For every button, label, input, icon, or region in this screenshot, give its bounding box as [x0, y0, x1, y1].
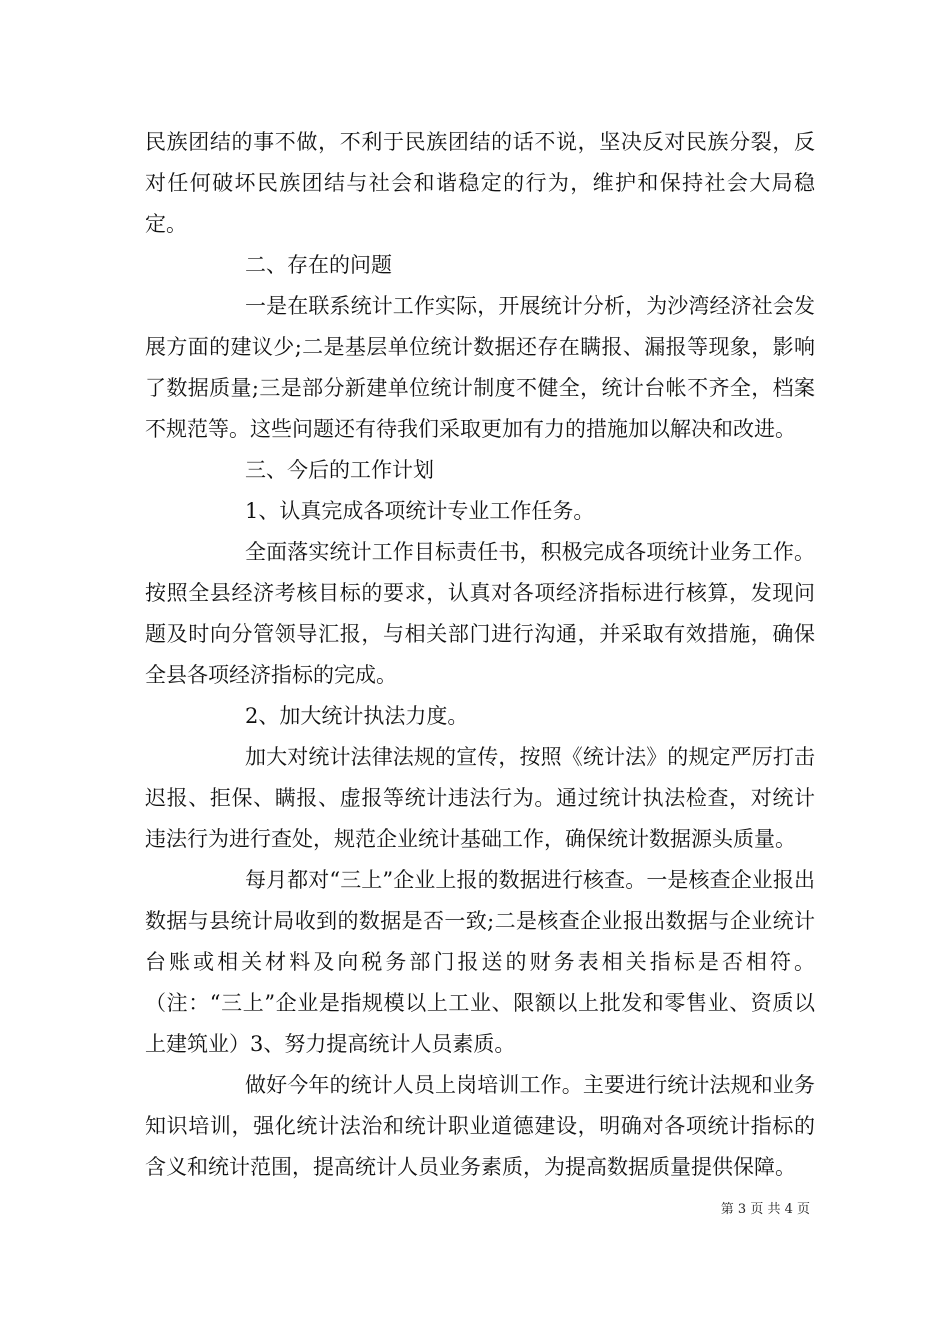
subheading-tasks: 1、认真完成各项统计专业工作任务。 — [245, 499, 595, 523]
paragraph-verification: 每月都对“三上”企业上报的数据进行核查。一是核查企业报出数据与县统计局收到的数据是否一致;二是核查企业报出数据与企业统计台账或相关材料及向税务部门报送的财务表相关指标是否相符。（注：“三上”企业是指规模以上工业、限额以上批发和零售业、资质以上建筑业）3、努力提高统计人员素质。 — [145, 868, 815, 1056]
section-heading-plan: 三、今后的工作计划 — [245, 458, 434, 482]
section-heading-problems: 二、存在的问题 — [245, 253, 392, 277]
paragraph-training: 做好今年的统计人员上岗培训工作。主要进行统计法规和业务知识培训，强化统计法治和统计职业道德建设，明确对各项统计指标的含义和统计范围，提高统计人员业务素质，为提高数据质量提供保障。 — [145, 1073, 815, 1179]
page-number-footer: 第 3 页 共 4 页 — [720, 1202, 810, 1217]
subheading-enforcement: 2、加大统计执法力度。 — [245, 704, 469, 728]
paragraph-problems: 一是在联系统计工作实际，开展统计分析，为沙湾经济社会发展方面的建议少;二是基层单位统计数据还存在瞒报、漏报等现象，影响了数据质量;三是部分新建单位统计制度不健全，统计台帐不齐全，档案不规范等。这些问题还有待我们采取更加有力的措施加以解决和改进。 — [145, 294, 815, 441]
paragraph-enforcement: 加大对统计法律法规的宣传，按照《统计法》的规定严厉打击迟报、拒保、瞒报、虚报等统计违法行为。通过统计执法检查，对统计违法行为进行查处，规范企业统计基础工作，确保统计数据源头质量。 — [145, 745, 815, 851]
paragraph-continuation: 民族团结的事不做，不利于民族团结的话不说，坚决反对民族分裂，反对任何破坏民族团结与社会和谐稳定的行为，维护和保持社会大局稳定。 — [145, 130, 815, 236]
document-body — [145, 122, 815, 1188]
paragraph-tasks: 全面落实统计工作目标责任书，积极完成各项统计业务工作。按照全县经济考核目标的要求，认真对各项经济指标进行核算，发现问题及时向分管领导汇报，与相关部门进行沟通，并采取有效措施，确保全县各项经济指标的完成。 — [145, 540, 815, 687]
